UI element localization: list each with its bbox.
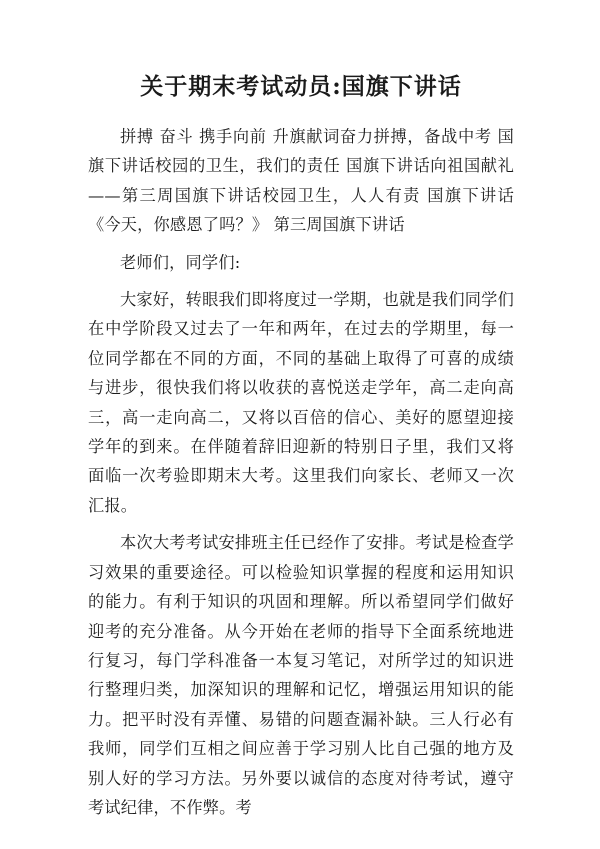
- paragraph-greeting: 大家好，转眼我们即将度过一学期，也就是我们同学们在中学阶段又过去了一年和两年，在过去的学期里，每一位同学都在不同的方面，不同的基础上取得了可喜的成绩与进步，很快我们将以收获的喜悦送走学年，高二走向高三，高一走向高二，又将以百倍的信心、美好的愿望迎接学年的到来。在伴随着辞旧迎新的特别日子里，我们又将面临一次考验即期末大考。这里我们向家长、老师又一次汇报。: [88, 290, 514, 515]
- paragraph-exam-arrangement: 本次大考考试安排班主任已经作了安排。考试是检查学习效果的重要途径。可以检验知识掌握的程度和运用知识的能力。有利于知识的巩固和理解。所以希望同学们做好迎考的充分准备。从今开始在老师的指导下全面系统地进行复习，每门学科准备一本复习笔记，对所学过的知识进行整理归类，加深知识的理解和记忆，增强运用知识的能力。把平时没有弄懂、易错的问题查漏补缺。三人行必有我师，同学们互相之间应善于学习别人比自己强的地方及别人好的学习方法。另外要以诚信的态度对待考试，遵守考试纪律，不作弊。考: [88, 533, 514, 817]
- paragraph-salutation: 老师们，同学们:: [120, 252, 241, 272]
- document-title: 关于期末考试动员:国旗下讲话: [140, 73, 462, 100]
- paragraph-headlines: 拼搏 奋斗 携手向前 升旗献词奋力拼搏，备战中考 国旗下讲话校园的卫生，我们的责任 国旗下讲话向祖国献礼——第三周国旗下讲话校园卫生，人人有责 国旗下讲话《今天，你感恩了吗？》 第三周国旗下讲话: [88, 127, 514, 235]
